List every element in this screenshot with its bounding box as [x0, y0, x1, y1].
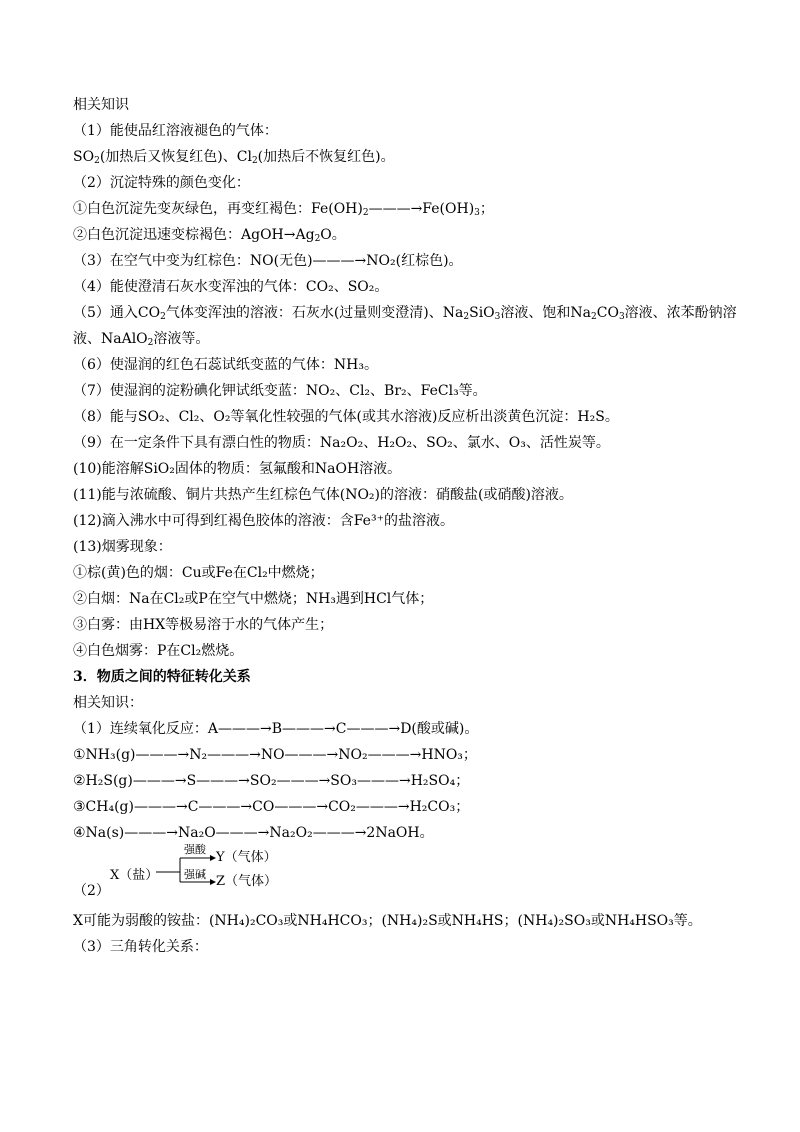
item-8: （8）能与SO₂、Cl₂、O₂等氧化性较强的气体(或其水溶液)反应析出淡黄色沉淀：H₂S。	[73, 409, 619, 425]
item-5-line-1: （5）通入$CO_2$气体变浑浊的溶液：石灰水(过量则变澄清)、$Na_2SiO_3$溶液、饱和$Na_2CO_3$溶液、浓苯酚钠溶	[73, 305, 737, 322]
item-6: （6）使湿润的红色石蕊试纸变蓝的气体：NH₃。	[73, 357, 378, 373]
item-10: (10)能溶解SiO₂固体的物质：氢氟酸和NaOH溶液。	[73, 461, 402, 477]
item-11: (11)能与浓硫酸、铜片共热产生红棕色气体(NO₂)的溶液：硝酸盐(或硝酸)溶液。	[73, 487, 573, 503]
item-4: （4）能使澄清石灰水变浑浊的气体：CO₂、SO₂。	[73, 279, 389, 295]
section-heading: 3．物质之间的特征转化关系	[73, 669, 251, 685]
diagram-top-product: Y（气体）	[216, 850, 277, 865]
item-1-content: $SO_2$(加热后又恢复红色)、$Cl_2$(加热后不恢复红色)。	[73, 149, 395, 166]
item-5-line-2: 液、NaAlO$_2$溶液等。	[73, 331, 210, 348]
item-7: （7）使湿润的淀粉碘化钾试纸变蓝：NO₂、Cl₂、Br₂、FeCl₃等。	[73, 383, 487, 399]
chain-3: ③CH₄(g)———→C———→CO———→CO₂———→H₂CO₃；	[73, 799, 470, 815]
item-2-label: （2）	[73, 883, 110, 899]
chain-title: （1）连续氧化反应：A———→B———→C———→D(酸或碱)。	[73, 721, 479, 737]
item-13-sub-4: ④白色烟雾：P在Cl₂燃烧。	[73, 643, 244, 659]
item-2-sub-2: ②白色沉淀迅速变棕褐色：$AgOH\to Ag_2O$。	[73, 227, 346, 244]
item-2-sub-1: ①白色沉淀先变灰绿色，再变红褐色：$Fe(OH)_2———\to Fe(OH)_3$；	[73, 201, 494, 218]
item-1-title: （1）能使品红溶液褪色的气体：	[73, 123, 278, 139]
ammonium-salts: X可能为弱酸的铵盐：(NH₄)₂CO₃或NH₄HCO₃；(NH₄)₂S或NH₄HS；(NH₄)₂SO₃或NH₄HSO₃等。	[73, 913, 702, 929]
item-2-title: （2）沉淀特殊的颜色变化：	[73, 175, 250, 191]
item-13-sub-2: ②白烟：Na在Cl₂或P在空气中燃烧；NH₃遇到HCl气体；	[73, 591, 434, 607]
item-9: （9）在一定条件下具有漂白性的物质：Na₂O₂、H₂O₂、SO₂、氯水、O₃、活性炭等。	[73, 435, 610, 451]
diagram-bottom-product: Z（气体）	[216, 874, 278, 889]
diagram-top-reagent: 强酸	[184, 843, 206, 856]
triangle-title: （3）三角转化关系：	[73, 939, 208, 955]
item-13-sub-3: ③白雾：由HX等极易溶于水的气体产生；	[73, 617, 334, 633]
item-13-title: (13)烟雾现象：	[73, 539, 172, 555]
chain-4: ④Na(s)———→Na₂O———→Na₂O₂———→2NaOH。	[73, 825, 434, 841]
section-label: 相关知识	[73, 97, 129, 113]
item-3: （3）在空气中变为红棕色：NO(无色)———→NO₂(红棕色)。	[73, 253, 463, 269]
item-13-sub-1: ①棕(黄)色的烟：Cu或Fe在Cl₂中燃烧；	[73, 565, 324, 581]
diagram-bottom-reagent: 强碱	[184, 868, 206, 881]
section-label-2: 相关知识：	[73, 695, 143, 711]
item-12: (12)滴入沸水中可得到红褐色胶体的溶液：含Fe³⁺的盐溶液。	[73, 513, 454, 529]
chain-2: ②H₂S(g)———→S———→SO₂———→SO₃———→H₂SO₄；	[73, 773, 470, 789]
chain-1: ①NH₃(g)———→N₂———→NO———→NO₂———→HNO₃；	[73, 747, 477, 763]
diagram-x-label: X（盐）	[110, 868, 159, 883]
branch-diagram	[108, 842, 308, 898]
